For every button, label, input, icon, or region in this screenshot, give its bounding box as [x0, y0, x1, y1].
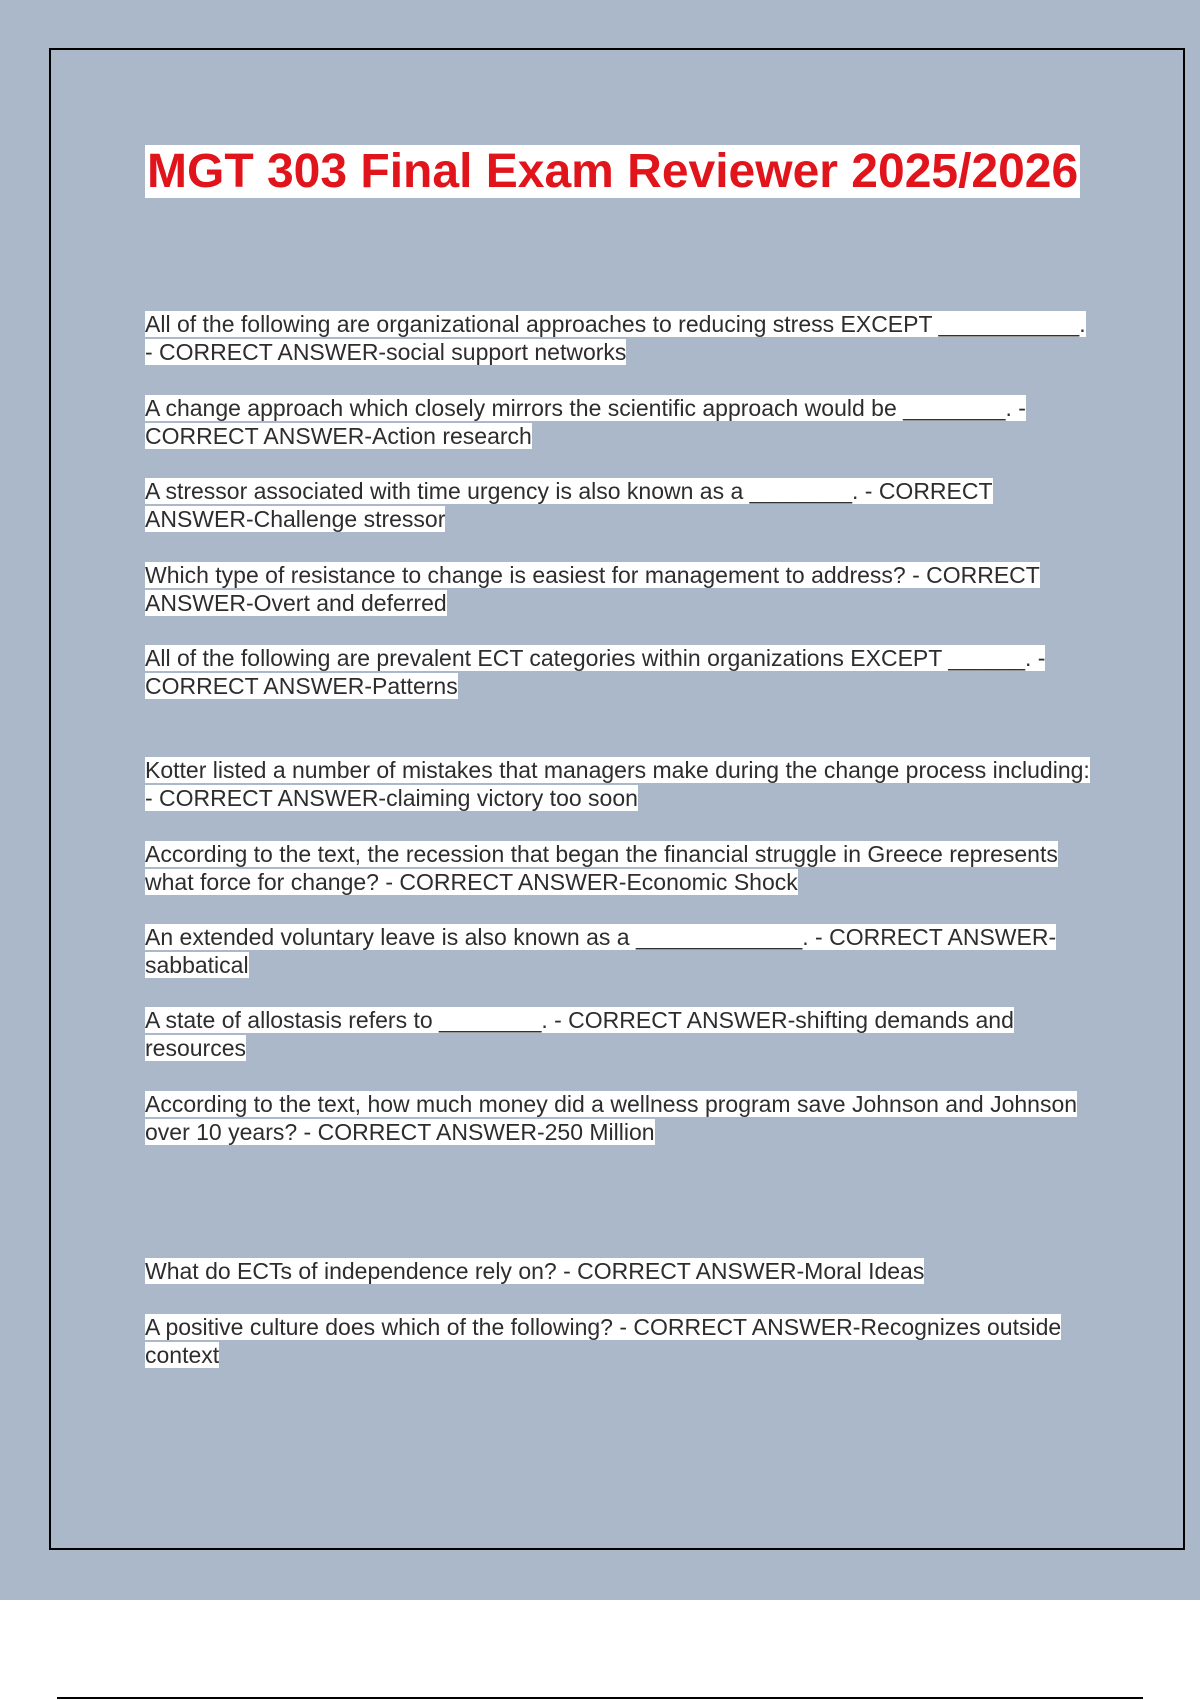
qa-item: All of the following are prevalent ECT categories within organizations EXCEPT ______. - CORRECT ANSWER-Patterns: [145, 645, 1046, 699]
qa-item: A positive culture does which of the following? - CORRECT ANSWER-Recognizes outside context: [145, 1314, 1062, 1368]
qa-item: What do ECTs of independence rely on? - CORRECT ANSWER-Moral Ideas: [145, 1258, 925, 1284]
document-title: MGT 303 Final Exam Reviewer 2025/2026: [147, 145, 1079, 198]
qa-item: A state of allostasis refers to ________. - CORRECT ANSWER-shifting demands and resources: [145, 1007, 1014, 1061]
qa-item: All of the following are organizational approaches to reducing stress EXCEPT ___________. - CORRECT ANSWER-social support networks: [145, 311, 1086, 365]
footer-divider: [57, 1697, 1143, 1699]
qa-item: A stressor associated with time urgency is also known as a ________. - CORRECT ANSWER-Challenge stressor: [145, 478, 993, 532]
qa-item: According to the text, the recession that began the financial struggle in Greece represents what force for change? - CORRECT ANSWER-Economic Shock: [145, 841, 1058, 895]
qa-item: Which type of resistance to change is easiest for management to address? - CORRECT ANSWER-Overt and deferred: [145, 562, 1040, 616]
qa-item: An extended voluntary leave is also known as a _____________. - CORRECT ANSWER-sabbatical: [145, 924, 1057, 978]
qa-item: A change approach which closely mirrors the scientific approach would be ________. - CORRECT ANSWER-Action research: [145, 395, 1026, 449]
qa-item: According to the text, how much money did a wellness program save Johnson and Johnson over 10 years? - CORRECT ANSWER-250 Million: [145, 1091, 1078, 1145]
qa-item: Kotter listed a number of mistakes that managers make during the change process including: - CORRECT ANSWER-claiming victory too soon: [145, 757, 1090, 811]
